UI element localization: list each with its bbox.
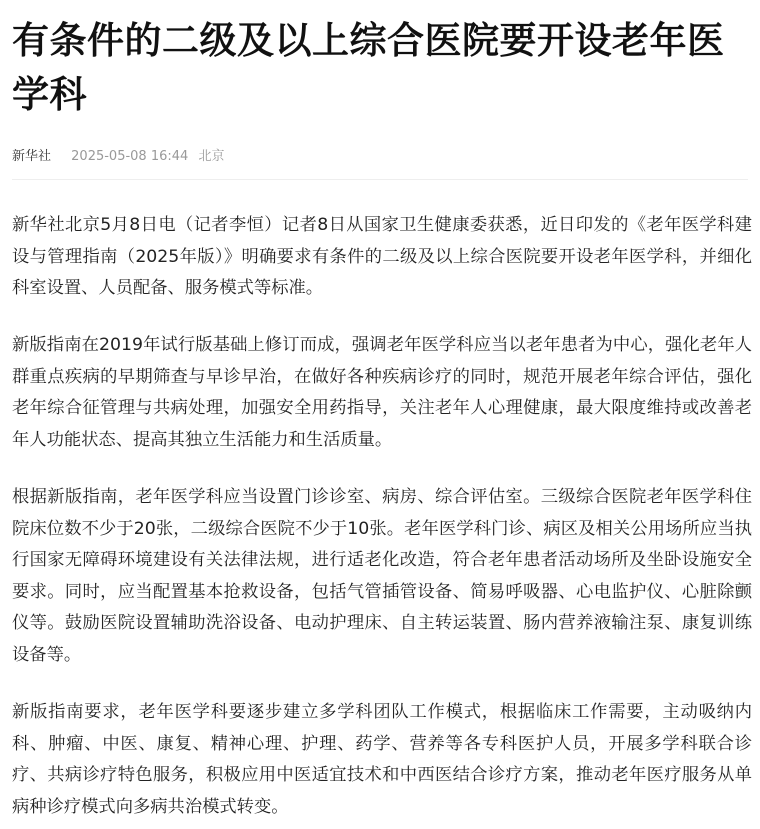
- article-source[interactable]: 新华社: [12, 149, 52, 164]
- article-datetime: 2025-05-08 16:44: [71, 149, 189, 164]
- meta-divider: [12, 179, 748, 180]
- article-paragraph-4: 新版指南要求，老年医学科要逐步建立多学科团队工作模式，根据临床工作需要，主动吸纳内科、肿瘤、中医、康复、精神心理、护理、药学、营养等各专科医护人员，开展多学科联合诊疗、共病诊疗特色服务，积极应用中医适宜技术和中西医结合诊疗方案，推动老年医疗服务从单病种诊疗模式向多病共治模式转变。: [12, 702, 752, 817]
- article-meta: [12, 146, 748, 168]
- article-paragraph-3: 根据新版指南，老年医学科应当设置门诊诊室、病房、综合评估室。三级综合医院老年医学科住院床位数不少于20张，二级综合医院不少于10张。老年医学科门诊、病区及相关公用场所应当执行国家无障碍环境建设有关法律法规，进行适老化改造，符合老年患者活动场所及坐卧设施安全要求。同时，应当配置基本抢救设备，包括气管插管设备、简易呼吸器、心电监护仪、心脏除颤仪等。鼓励医院设置辅助洗浴设备、电动护理床、自主转运装置、肠内营养液输注泵、康复训练设备等。: [12, 487, 752, 665]
- article-paragraph-1: 新华社北京5月8日电（记者李恒）记者8日从国家卫生健康委获悉，近日印发的《老年医学科建设与管理指南（2025年版）》明确要求有条件的二级及以上综合医院要开设老年医学科，并细化科室设置、人员配备、服务模式等标准。: [12, 215, 752, 298]
- article-paragraph-2: 新版指南在2019年试行版基础上修订而成，强调老年医学科应当以老年患者为中心，强化老年人群重点疾病的早期筛查与早诊早治，在做好各种疾病诊疗的同时，规范开展老年综合评估，强化老年综合征管理与共病处理，加强安全用药指导，关注老年人心理健康，最大限度维持或改善老年人功能状态、提高其独立生活能力和生活质量。: [12, 335, 752, 450]
- article-location: 北京: [198, 149, 225, 164]
- article-title: 有条件的二级及以上综合医院要开设老年医学科: [12, 19, 725, 116]
